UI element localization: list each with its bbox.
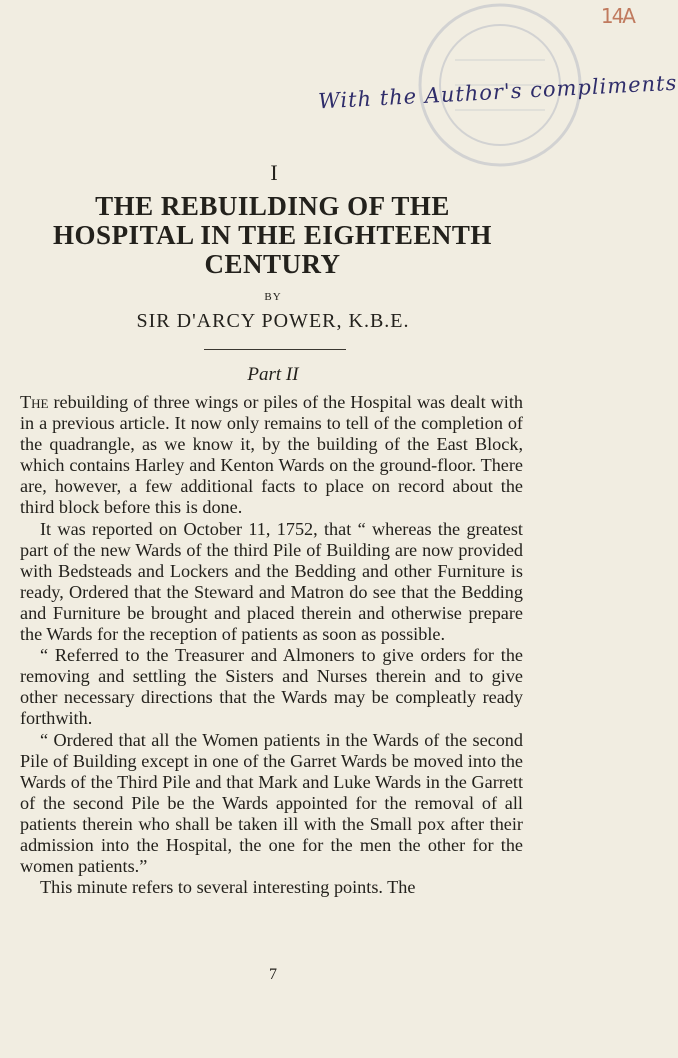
part-heading: Part II xyxy=(247,364,299,385)
title-line-1: THE REBUILDING OF THE xyxy=(95,191,450,221)
byline-by: BY xyxy=(264,291,282,303)
paragraph-lead-word: The xyxy=(20,392,49,412)
paragraph-text: rebuilding of three wings or piles of the Hospital was dealt with in a previous article. It now only remains to tell of the completion of the quadrangle, as we know it, by the building of the East Block, which contains Harley and Kenton Wards on the ground-floor. There are, however, a few additional facts to place on record about the third block before this is done. xyxy=(20,392,523,518)
paragraph-5: This minute refers to several interesting points. The xyxy=(40,877,416,898)
article-body xyxy=(20,392,523,898)
corner-reference-mark: 14A xyxy=(600,4,634,28)
title-line-2: HOSPITAL IN THE EIGHTEENTH xyxy=(53,220,492,250)
author-name: SIR D'ARCY POWER, K.B.E. xyxy=(136,310,410,332)
paragraph-1 xyxy=(20,392,523,519)
section-divider xyxy=(204,349,346,350)
title-line-3: CENTURY xyxy=(204,249,341,279)
page-number: 7 xyxy=(269,966,277,983)
chapter-number: I xyxy=(270,160,278,185)
handwritten-inscription: With the Author's compliments xyxy=(317,70,678,114)
paragraph-2: It was reported on October 11, 1752, that “ whereas the greatest part of the new Wards of the third Pile of Building are now provided with Bedsteads and Lockers and the Bedding and other Furniture is ready, Ordered that the Steward and Matron do see that the Bedding and Furniture be brought and placed therein and otherwise prepare the Wards for the reception of patients as soon as possible. xyxy=(20,518,523,645)
paragraph-3: “ Referred to the Treasurer and Almoners to give orders for the removing and settling the Sisters and Nurses therein and to give other necessary directions that the Wards may be compleatly ready forthwith. xyxy=(20,645,523,729)
article-title xyxy=(20,192,525,279)
paragraph-4: “ Ordered that all the Women patients in the Wards of the second Pile of Building except in one of the Garret Wards be moved into the Wards of the Third Pile and that Mark and Luke Wards in the Garrett of the second Pile be the Wards appointed for the removal of all patients therein who shall be taken ill with the Small pox after their admission into the Hospital, the one for the men the other for the women patients.” xyxy=(20,729,523,877)
